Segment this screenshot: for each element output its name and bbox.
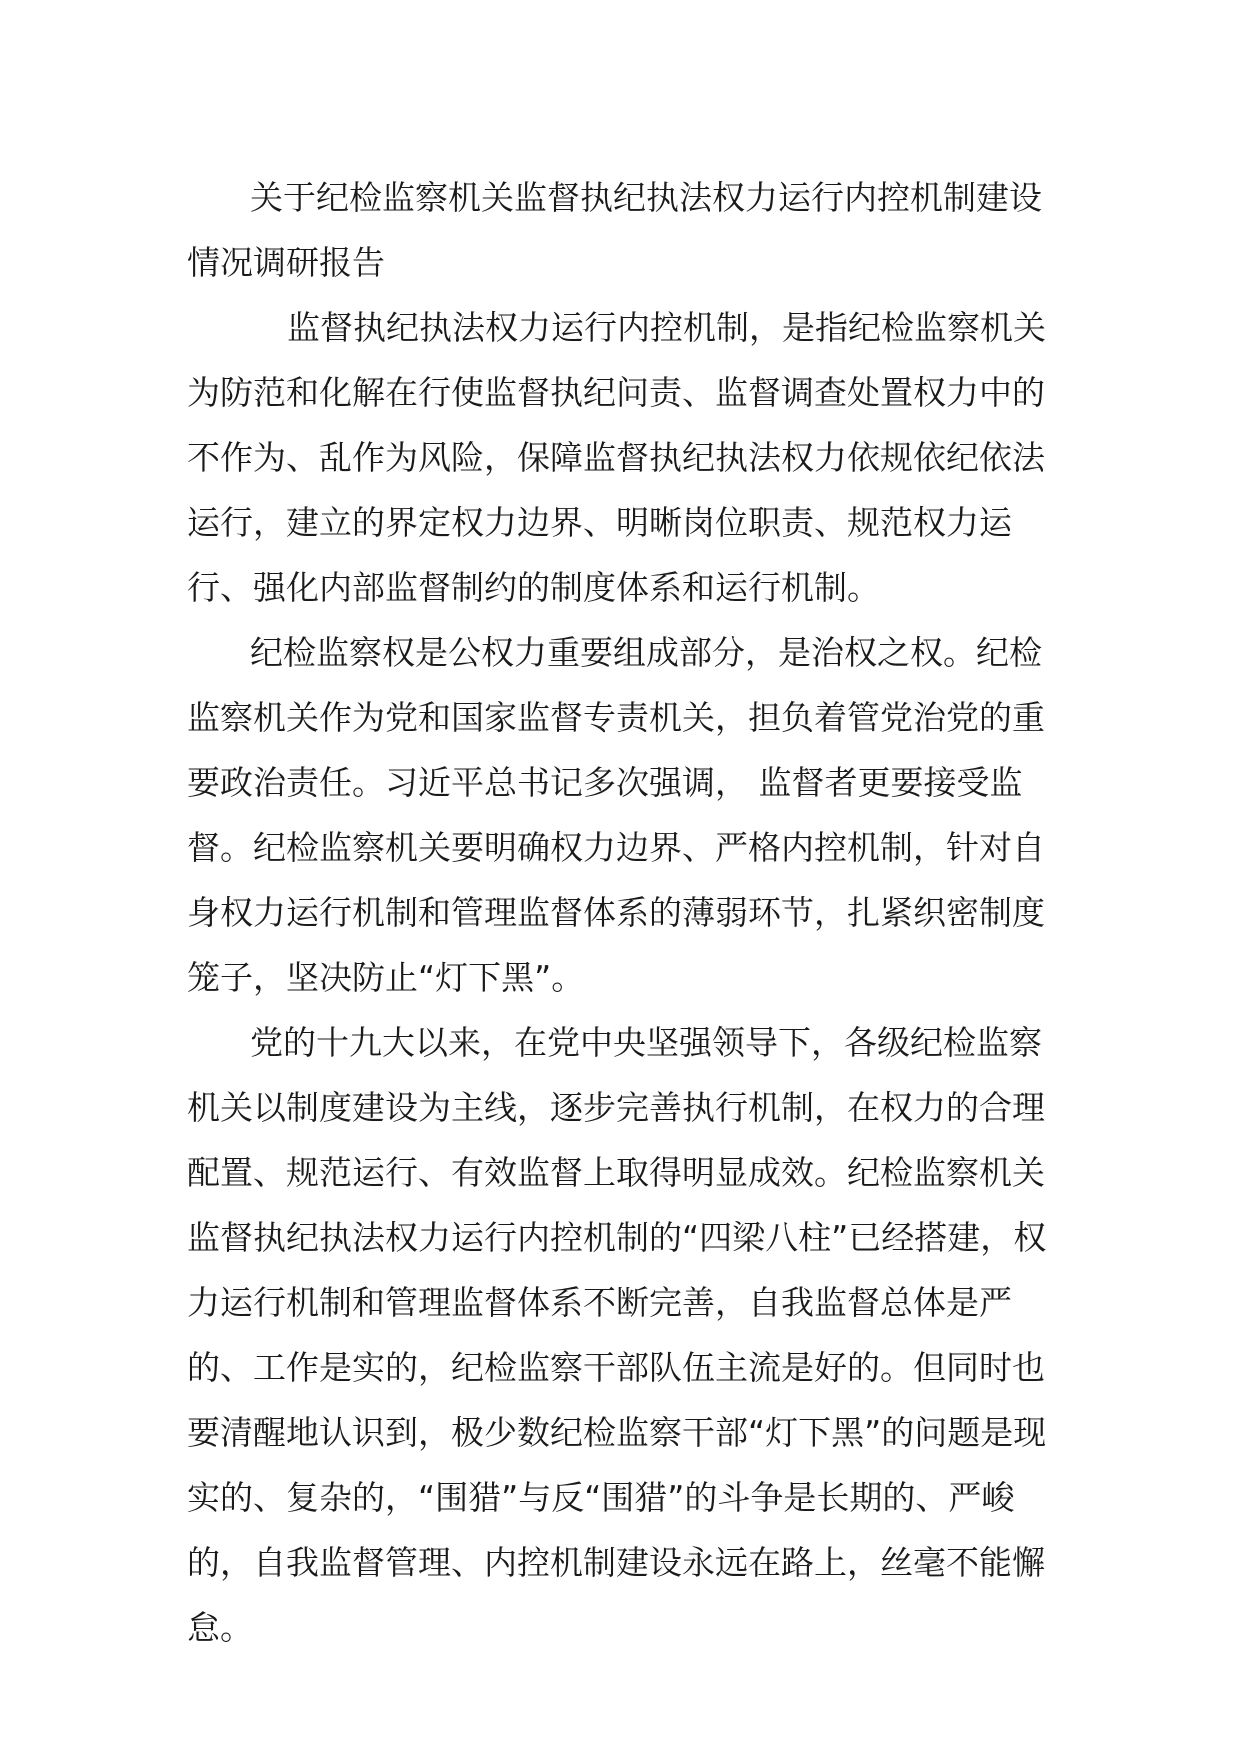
paragraph-1: 监督执纪执法权力运行内控机制，是指纪检监察机关为防范和化解在行使监督执纪问责、监督调查处置权力中的不作为、乱作为风险，保障监督执纪执法权力依规依纪依法运行，建立的界定权力边界、明晰岗位职责、规范权力运行、强化内部监督制约的制度体系和运行机制。 (187, 308, 1046, 607)
paragraph-3: 党的十九大以来，在党中央坚强领导下，各级纪检监察机关以制度建设为主线，逐步完善执行机制，在权力的合理配置、规范运行、有效监督上取得明显成效。纪检监察机关监督执纪执法权力运行内控机制的“四梁八柱”已经搭建，权力运行机制和管理监督体系不断完善，自我监督总体是严的、工作是实的，纪检监察干部队伍主流是好的。但同时也要清醒地认识到，极少数纪检监察干部“灯下黑”的问题是现实的、复杂的，“围猎”与反“围猎”的斗争是长期的、严峻的，自我监督管理、内控机制建设永远在路上，丝毫不能懈怠。 (187, 1023, 1047, 1647)
document-title: 关于纪检监察机关监督执纪执法权力运行内控机制建设情况调研报告 (187, 178, 1042, 282)
paragraph-2: 纪检监察权是公权力重要组成部分，是治权之权。纪检监察机关作为党和国家监督专责机关，担负着管党治党的重要政治责任。习近平总书记多次强调， 监督者更要接受监督。纪检监察机关要明确权力边界、严格内控机制，针对自身权力运行机制和管理监督体系的薄弱环节，扎紧织密制度笼子，坚决防止“灯下黑”。 (187, 633, 1045, 997)
document-body (187, 165, 1065, 1660)
